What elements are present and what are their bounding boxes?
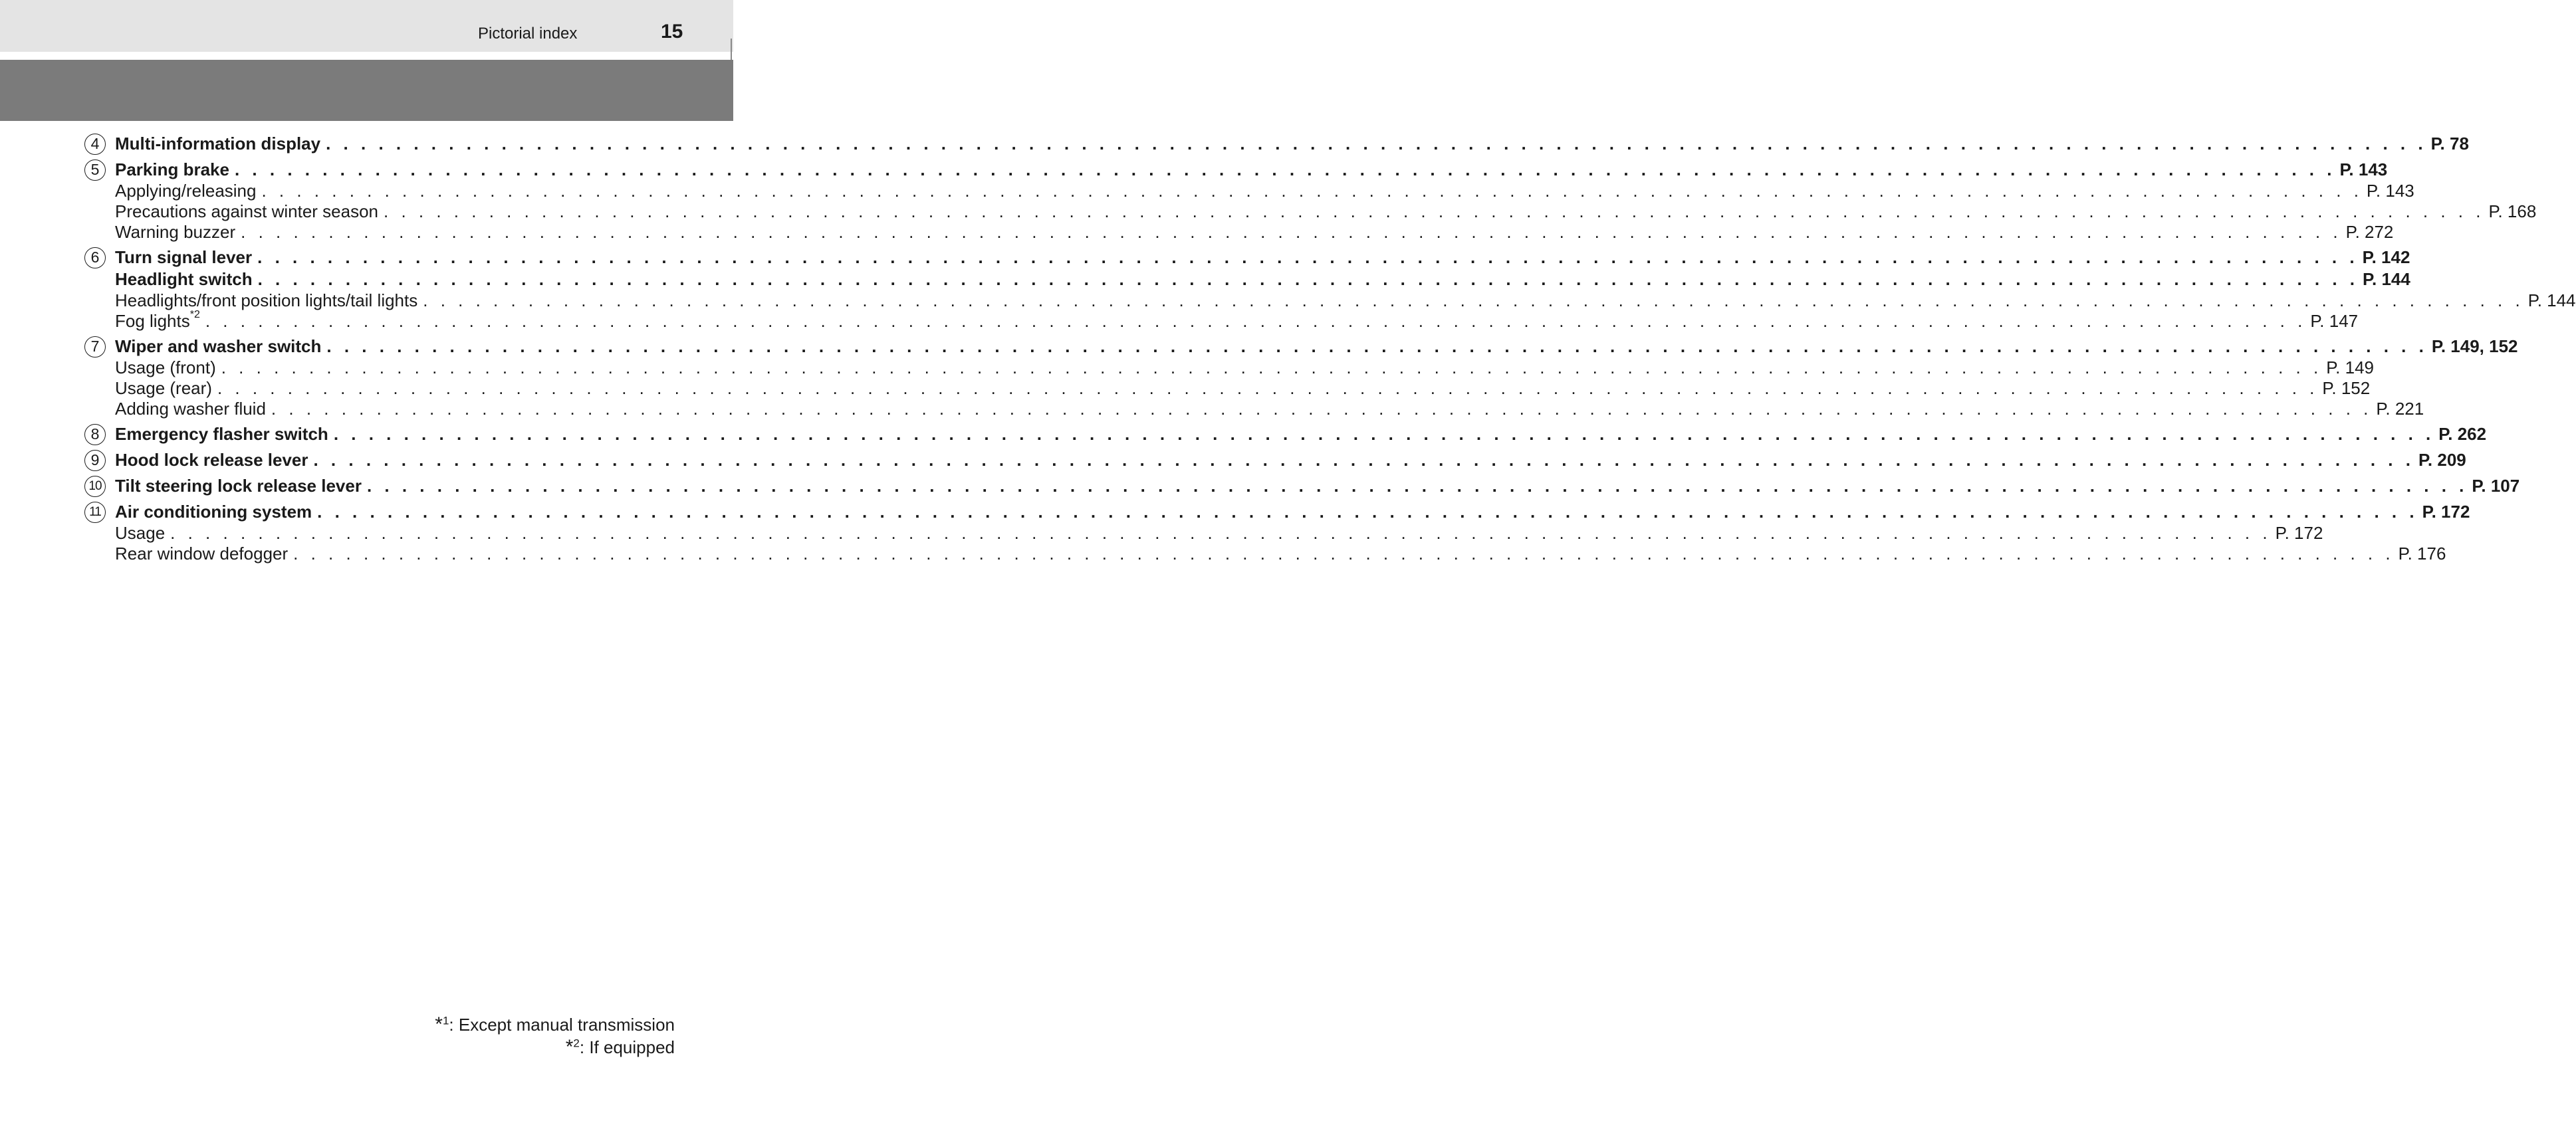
page-reference: P. 149, 152 [2431,336,2518,356]
index-subitem-row [115,378,2371,399]
dot-leader: . . . . . . . . . . . . . . . . . . . . . . . . . . . . . . . . . . . . . . . . . . . . . . . . . . . . . . . . . . . . . . . . . . . . . . . . . . . . . . . . . . . . . . . . . . . . . . . . . . . . . . . . . . . . . . . . . . . . . . . . [221,358,2323,377]
entry-label-text: Usage (front) [115,358,216,377]
entry-label-text: Warning buzzer [115,222,236,242]
index-entry [0,449,2466,471]
index-heading-row [115,475,2520,497]
index-subitem-row [115,523,2323,544]
footnote-number: 2 [573,1037,580,1050]
page-reference: P. 176 [2398,544,2446,563]
footnote-text: : If equipped [579,1037,675,1057]
dot-leader: . . . . . . . . . . . . . . . . . . . . . . . . . . . . . . . . . . . . . . . . . . . . . . . . . . . . . . . . . . . . . . . . . . . . . . . . . . . . . . . . . . . . . . . . . . . . . . . . . . . . . . . . . . . . . . . . . . . . . . . . [313,450,2414,470]
index-subitem-row [115,290,2576,311]
entry-label [115,133,320,155]
page-reference: P. 143 [2339,159,2388,179]
entry-label [115,501,312,523]
entry-label [115,423,328,445]
entry-label-text: Adding washer fluid [115,399,266,419]
page-number: 15 [661,21,683,43]
entry-label [115,201,378,222]
footnote-line [435,1036,675,1059]
index-heading-row [115,268,2410,290]
header-band [0,60,733,121]
entry-label-text: Headlight switch [115,269,253,289]
entry-label-text: Usage [115,523,166,543]
entry-label-text: Rear window defogger [115,544,289,563]
entry-label-text: Precautions against winter season [115,201,379,221]
dot-leader: . . . . . . . . . . . . . . . . . . . . . . . . . . . . . . . . . . . . . . . . . . . . . . . . . . . . . . . . . . . . . . . . . . . . . . . . . . . . . . . . . . . . . . . . . . . . . . . . . . . . . . . . . . . . . . . . . . . . . . . . [326,336,2428,356]
page-reference: P. 172 [2422,502,2470,522]
circled-number: 4 [84,134,106,155]
index-subitem-row [115,358,2375,378]
entry-label [115,475,362,497]
circled-number: 11 [84,502,106,523]
entry-label [115,247,252,268]
asterisk-mark: * [435,1013,443,1035]
dot-leader: . . . . . . . . . . . . . . . . . . . . . . . . . . . . . . . . . . . . . . . . . . . . . . . . . . . . . . . . . . . . . . . . . . . . . . . . . . . . . . . . . . . . . . . . . . . . . . . . . . . . . . . . . . . . . . . . . . . . . . . . [333,424,2435,444]
dot-leader: . . . . . . . . . . . . . . . . . . . . . . . . . . . . . . . . . . . . . . . . . . . . . . . . . . . . . . . . . . . . . . . . . . . . . . . . . . . . . . . . . . . . . . . . . . . . . . . . . . . . . . . . . . . . . . . . . . . . . . . . [384,201,2485,221]
index-entry [0,501,2470,564]
entry-label-text: Turn signal lever [115,247,253,267]
index-entry [0,247,2576,332]
page-reference: P. 149 [2326,358,2375,377]
index-entry [0,423,2487,445]
asterisk-mark: * [565,1036,574,1058]
index-heading-row [115,247,2410,268]
page-reference: P. 272 [2345,222,2394,242]
index-entry [0,475,2520,497]
page-reference: P. 262 [2438,424,2487,444]
page-header [0,0,733,52]
entry-label [115,222,235,243]
page-reference: P. 147 [2310,311,2359,331]
footnote-text: : Except manual transmission [449,1015,675,1035]
circled-number: 7 [84,336,106,358]
entry-label-text: Headlights/front position lights/tail lights [115,290,418,310]
entry-label [115,336,321,358]
dot-leader: . . . . . . . . . . . . . . . . . . . . . . . . . . . . . . . . . . . . . . . . . . . . . . . . . . . . . . . . . . . . . . . . . . . . . . . . . . . . . . . . . . . . . . . . . . . . . . . . . . . . . . . . . . . . . . . . . . . . . . . . [366,476,2468,496]
page-reference: P. 209 [2418,450,2466,470]
page-reference: P. 168 [2488,201,2537,221]
entry-label [115,399,266,419]
footnote-line [435,1013,675,1036]
entry-label-text: Emergency flasher switch [115,424,328,444]
entry-label [115,268,253,290]
page-reference: P. 221 [2376,399,2424,419]
index-entries [0,133,2576,564]
dot-leader: . . . . . . . . . . . . . . . . . . . . . . . . . . . . . . . . . . . . . . . . . . . . . . . . . . . . . . . . . . . . . . . . . . . . . . . . . . . . . . . . . . . . . . . . . . . . . . . . . . . . . . . . . . . . . . . . . . . . . . . . [271,399,2373,419]
entry-label-text: Applying/releasing [115,181,257,201]
entry-label-text: Fog lights [115,311,190,331]
index-entry [0,133,2469,155]
entry-label [115,358,216,378]
page-reference: P. 144 [2363,269,2410,289]
dot-leader: . . . . . . . . . . . . . . . . . . . . . . . . . . . . . . . . . . . . . . . . . . . . . . . . . . . . . . . . . . . . . . . . . . . . . . . . . . . . . . . . . . . . . . . . . . . . . . . . . . . . . . . . . . . . . . . . . . . . . . . . [217,378,2319,398]
dot-leader: . . . . . . . . . . . . . . . . . . . . . . . . . . . . . . . . . . . . . . . . . . . . . . . . . . . . . . . . . . . . . . . . . . . . . . . . . . . . . . . . . . . . . . . . . . . . . . . . . . . . . . . . . . . . . . . . . . . . . . . . [261,181,2363,201]
index-subitem-row [115,309,2359,332]
entry-label-text: Air conditioning system [115,502,312,522]
dot-leader: . . . . . . . . . . . . . . . . . . . . . . . . . . . . . . . . . . . . . . . . . . . . . . . . . . . . . . . . . . . . . . . . . . . . . . . . . . . . . . . . . . . . . . . . . . . . . . . . . . . . . . . . . . . . . . . . . . . . . . . . [170,523,2272,543]
header-edge-divider [731,39,732,62]
index-heading-row [115,133,2469,155]
entry-label-text: Wiper and washer switch [115,336,322,356]
dot-leader: . . . . . . . . . . . . . . . . . . . . . . . . . . . . . . . . . . . . . . . . . . . . . . . . . . . . . . . . . . . . . . . . . . . . . . . . . . . . . . . . . . . . . . . . . . . . . . . . . . . . . . . . . . . . . . . . . . . . . . . . [257,269,2359,289]
entry-label [115,290,417,311]
entry-label-text: Multi-information display [115,134,321,153]
circled-number: 5 [84,159,106,181]
entry-label [115,523,165,544]
page-reference: P. 144 [2527,290,2576,310]
dot-leader: . . . . . . . . . . . . . . . . . . . . . . . . . . . . . . . . . . . . . . . . . . . . . . . . . . . . . . . . . . . . . . . . . . . . . . . . . . . . . . . . . . . . . . . . . . . . . . . . . . . . . . . . . . . . . . . . . . . . . . . . [205,311,2307,331]
index-subitem-row [115,201,2537,222]
entry-label-text: Parking brake [115,159,229,179]
circled-number: 6 [84,247,106,268]
dot-leader: . . . . . . . . . . . . . . . . . . . . . . . . . . . . . . . . . . . . . . . . . . . . . . . . . . . . . . . . . . . . . . . . . . . . . . . . . . . . . . . . . . . . . . . . . . . . . . . . . . . . . . . . . . . . . . . . . . . . . . . . [326,134,2427,153]
index-heading-row [115,159,2388,181]
page-reference: P. 142 [2362,247,2410,267]
entry-label [115,181,256,201]
circled-number: 10 [84,476,106,497]
footnotes [435,1013,675,1059]
entry-label [115,311,200,332]
index-heading-row [115,501,2470,523]
page-reference: P. 143 [2366,181,2414,201]
index-entry [0,336,2518,419]
footnote-marker: *2 [189,309,200,321]
dot-leader: . . . . . . . . . . . . . . . . . . . . . . . . . . . . . . . . . . . . . . . . . . . . . . . . . . . . . . . . . . . . . . . . . . . . . . . . . . . . . . . . . . . . . . . . . . . . . . . . . . . . . . . . . . . . . . . . . . . . . . . . [234,159,2336,179]
page-reference: P. 152 [2322,378,2371,398]
page-reference: P. 78 [2430,134,2469,153]
index-subitem-row [115,544,2446,564]
dot-leader: . . . . . . . . . . . . . . . . . . . . . . . . . . . . . . . . . . . . . . . . . . . . . . . . . . . . . . . . . . . . . . . . . . . . . . . . . . . . . . . . . . . . . . . . . . . . . . . . . . . . . . . . . . . . . . . . . . . . . . . . [423,290,2524,310]
index-subitem-row [115,399,2424,419]
dot-leader: . . . . . . . . . . . . . . . . . . . . . . . . . . . . . . . . . . . . . . . . . . . . . . . . . . . . . . . . . . . . . . . . . . . . . . . . . . . . . . . . . . . . . . . . . . . . . . . . . . . . . . . . . . . . . . . . . . . . . . . . [317,502,2418,522]
footnote-number: 1 [442,1014,449,1027]
entry-label [115,159,229,181]
entry-label [115,544,288,564]
dot-leader: . . . . . . . . . . . . . . . . . . . . . . . . . . . . . . . . . . . . . . . . . . . . . . . . . . . . . . . . . . . . . . . . . . . . . . . . . . . . . . . . . . . . . . . . . . . . . . . . . . . . . . . . . . . . . . . . . . . . . . . . [241,222,2342,242]
circled-number: 9 [84,450,106,471]
index-entry [0,159,2537,243]
page-reference: P. 172 [2275,523,2323,543]
entry-label-text: Tilt steering lock release lever [115,476,362,496]
index-heading-row [115,336,2518,358]
index-heading-row [115,423,2487,445]
circled-number: 8 [84,424,106,445]
index-subitem-row [115,222,2394,243]
section-title: Pictorial index [478,25,578,43]
entry-label [115,449,308,471]
index-subitem-row [115,181,2414,201]
page-reference: P. 107 [2472,476,2520,496]
entry-label [115,378,212,399]
entry-label-text: Usage (rear) [115,378,212,398]
dot-leader: . . . . . . . . . . . . . . . . . . . . . . . . . . . . . . . . . . . . . . . . . . . . . . . . . . . . . . . . . . . . . . . . . . . . . . . . . . . . . . . . . . . . . . . . . . . . . . . . . . . . . . . . . . . . . . . . . . . . . . . . [257,247,2359,267]
dot-leader: . . . . . . . . . . . . . . . . . . . . . . . . . . . . . . . . . . . . . . . . . . . . . . . . . . . . . . . . . . . . . . . . . . . . . . . . . . . . . . . . . . . . . . . . . . . . . . . . . . . . . . . . . . . . . . . . . . . . . . . . [293,544,2395,563]
entry-label-text: Hood lock release lever [115,450,308,470]
index-heading-row [115,449,2466,471]
